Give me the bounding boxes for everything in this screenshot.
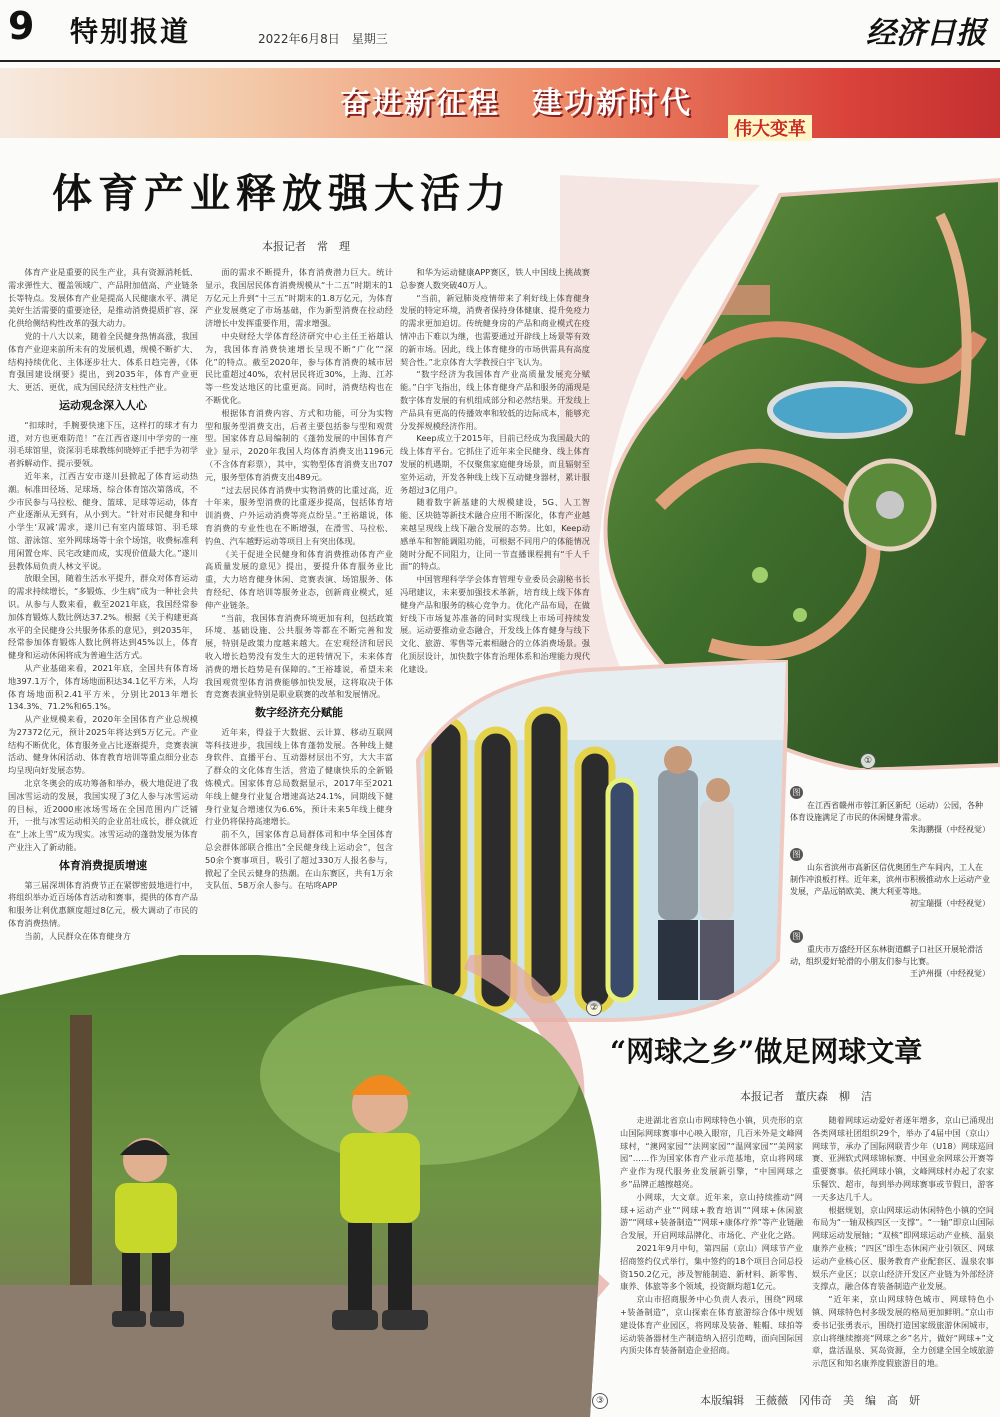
paragraph: 从产业规模来看，2020年全国体育产业总规模为27372亿元，预计2025年将达到5万亿元。产业结构不断优化，体育服务业占比逐渐提升，竞赛表演活动、健身休闲活动、体育教育培训等重点细分业态均呈现向好发展态势。	[8, 714, 198, 776]
editor-credits: 本版编辑 王薇薇 冈伟奇 美 编 高 妍	[700, 1394, 920, 1407]
paragraph: “过去居民体育消费中实物消费的比重过高，近十年来，服务型消费的比重逐步提高，包括体育培训消费、户外运动消费等亮点纷呈。”王裕雄说，体育消费的专业性也在不断增强，在滑雪、马拉松、钓鱼、汽车越野运动等项目上有突出体现。	[205, 484, 393, 546]
paragraph: 北京冬奥会的成功筹备和举办，极大地促进了我国冰雪运动的发展，我国实现了3亿人参与冰雪运动的目标，近2000座冰场雪场在全国范围内广泛铺开，一批与冰雪运动相关的企业茁壮成长，群众就近在“上冰上雪”成为现实。冰雪运动的蓬勃发展为体育产业注入了新动能。	[8, 778, 198, 853]
article2-byline: 本报记者 董庆森 柳 洁	[740, 1090, 872, 1103]
caption-2	[790, 848, 990, 910]
caption-text: 重庆市万盛经开区东林街道麒子口社区开展轮滑活动，组织爱好轮滑的小朋友们参与比赛。	[790, 945, 983, 966]
photo-marker-2: ②	[586, 1000, 602, 1016]
article2-column-2	[812, 1114, 994, 1390]
paragraph: 从产业基础来看，2021年底，全国共有体育场地397.1万个，体育场地面积达34.1亿平方米，人均体育场地面积2.41平方米，分别比2013年增长134.3%、71.2%和65.1%。	[8, 662, 198, 712]
article2-column-1	[620, 1114, 803, 1390]
subheading: 体育消费提质增速	[59, 858, 147, 872]
caption-text: 在江西省赣州市蓉江新区新纪（运动）公园，各种体育设施满足了市民的休闲健身需求。	[790, 801, 983, 822]
issue-date: 2022年6月8日 星期三	[258, 32, 388, 46]
banner-subtitle: 伟大变革	[728, 115, 812, 141]
paragraph: “当前，新冠肺炎疫情带来了利好线上体育健身发展的特定环境，消费者保持身体健康、提升免疫力的需求更加迫切。传统健身房的产品和商业模式在疫情冲击下难以为继，也需要通过开辟线上场景等有效的新市场。因此，线上体育健身的市场供需具有高度契合性。”北京体育大学教授白宇飞认为。	[400, 292, 590, 367]
section-title: 特别报道	[70, 15, 191, 48]
paragraph: 随着数字新基建的大规模建设，5G、人工智能、区块链等新技术融合应用不断深化，体育产业越来越呈现线上线下融合发展的态势。比如，Keep动感单车和智能调阻功能，可根据不同用户的体能情况随时分配不同阻力，让同一节直播课程拥有“千人千面”的特点。	[400, 497, 590, 572]
paragraph: 走进湖北省京山市网球特色小镇，贝壳形的京山国际网球赛事中心映入眼帘，几百米外是文峰网球村，“澳网家园”“法网家园”“温网家园”“美网家园”……作为国家体育产业示范基地，京山将网球产业作为现代服务业发展新引擎，“中国网球之乡”品牌正越擦越亮。	[620, 1115, 803, 1189]
paragraph: 中央财经大学体育经济研究中心主任王裕雄认为，我国体育消费快速增长呈现不断“广化”“深化”的特点。截至2020年，参与体育消费的城市居民比重超过40%，农村居民将近30%，上海、江苏等一些发达地区的比重更高。同时，消费结构也在不断优化。	[205, 330, 393, 405]
paragraph: 近年来，江西吉安市遂川县掀起了体育运动热潮。标准田径场、足球场、综合体育馆次第落成，不少市民参与马拉松、健身、篮球、足球等运动，体育产业逐渐从无到有，从小到大。“针对市民健身和中小学生‘双减’需求，遂川已有室内篮球馆、羽毛球馆、游泳馆、室外网球场等十余个场馆，收费标准利用闲置仓库、民宅改建而成，实现价值最大化。”遂川县教体局负责人林文平说。	[8, 470, 198, 571]
caption-credit: 王泸州摄（中经视觉）	[910, 969, 990, 978]
banner-title: 奋进新征程 建功新时代	[340, 86, 692, 121]
newspaper-logo: 经济日报	[866, 16, 986, 51]
paragraph: 随着网球运动爱好者逐年增多，京山已涌现出各类网球社团组织29个，举办了4届中国（京山）网球节，承办了国际网联青少年（U18）网球巡回赛、亚洲软式网球锦标赛、中国业余网球公开赛等重要赛事。依托网球小镇，文峰网球村办起了农家乐餐饮、超市，每到举办网球赛事或节假日，游客一天多达几千人。	[812, 1115, 994, 1202]
paragraph: 《关于促进全民健身和体育消费推动体育产业高质量发展的意见》提出，要提升体育服务业比重，大力培育健身休闲、竞赛表演、场馆服务、体育经纪、体育培训等服务业态，创新商业模式，延伸产业链条。	[205, 548, 393, 610]
paragraph: 党的十八大以来，随着全民健身热情高涨，我国体育产业迎来前所未有的发展机遇，规模不断扩大、结构持续优化、主体逐步壮大、体系日趋完善，《体育强国建设纲要》提出，到2035年，体育产业更大、更活、更优，成为国民经济支柱性产业。	[8, 330, 198, 393]
header-rule	[0, 60, 1000, 62]
paragraph: 近年来，得益于大数据、云计算、移动互联网等科技进步，我国线上体育蓬勃发展。各种线上健身软件、直播平台、互动器材层出不穷，大大丰富了群众的文化体育生活，营造了健康快乐的全新锻炼模式。国家体育总局数据显示，2017年至2021年线上健身行业复合增速高达24.1%，同期线下健身行业复合增速仅为6.6%，预计未来5年线上健身行业仍将保持高速增长。	[205, 726, 393, 827]
caption-1	[790, 786, 990, 836]
caption-credit: 初宝瑞摄（中经视觉）	[910, 899, 990, 908]
paragraph: “当前，我国体育消费环境更加有利，包括政策环境、基础设施、公共服务等都在不断完善和发展，特别是政策力度越来越大。在宏观经济和居民收入增长趋势没有发生大的逆转情况下，未来体育消费的增长趋势是有保障的。”王裕雄说，希望未来我国观赏型体育消费能够加快发展，这将取决于体育竞赛表演业特别是职业联赛的改革和发展情况。	[205, 612, 393, 700]
caption-credit: 朱海鹏摄（中经视觉）	[910, 825, 990, 834]
article-column-3	[400, 266, 590, 718]
paragraph: 第三届深圳体育消费节正在紧锣密鼓地进行中，将组织举办近百场体育活动和赛事，提供的体育产品和服务让利优惠额度超过8亿元，极大调动了市民的体育消费热情。	[8, 879, 198, 929]
paragraph: 中国管理科学学会体育管理专业委员会副秘书长冯珺建议，未来要加强技术革新，培育线上线下体育健身产品和服务的核心竞争力。优化产品布局，在做好线下市场复苏准备的同时实现线上市场可持续发展。运动要推动业态融合，开发线上体育健身与线下文化、旅游、零售等元素相融合的立体消费场景。强化顶层设计，加快数字体育治理体系和治理能力现代化建设。	[400, 574, 590, 674]
paragraph: 2021年9月中旬，第四届（京山）网球节产业招商签约仪式举行，集中签约的18个项目合同总投资150.2亿元，涉及智能制造、新材料、新零售、康养、体旅等多个领域，投资额均超1亿元。	[620, 1242, 803, 1292]
caption-number: 图①	[790, 786, 803, 799]
paragraph: 小网球，大文章。近年来，京山持续推动“网球+运动产业”“网球+教育培训”“网球+休闲旅游”“网球+装备制造”“网球+康体疗养”等产业链融合发展，开启网球品牌化、市场化、产业化之路。	[620, 1191, 803, 1241]
paragraph: 和华为运动健康APP赛区，铁人中国线上挑战赛总参赛人数突破40万人。	[400, 267, 590, 290]
paragraph: 根据体育消费内容、方式和功能，可分为实物型和服务型消费支出，后者主要包括参与型和观赏型。国家体育总局编制的《蓬勃发展的中国体育产业》显示，2020年我国人均体育消费支出1196元（不含体育彩票），其中，实物型体育消费支出707元，服务型体育消费支出489元。	[205, 407, 393, 482]
paragraph: 根据规划，京山网球运动休闲特色小镇的空间布局为“一轴双核四区一支撑”。“一轴”即京山国际网球运动发展轴；“双核”即网球运动产业核、温泉康养产业核；“四区”即生态休闲产业引领区、网球运动产业核心区、服务教育产业配套区、温泉农事娱乐产业区；以京山经济开发区产业链为外部经济支撑点，融合体育装备制造产业发展。	[812, 1204, 994, 1292]
paragraph: 京山市招商服务中心负责人表示，围绕“网球+装备制造”，京山探索在体育旅游综合体中规划建设体育产业园区，将网球及装备、鞋帽、球拍等运动装备器材生产制造纳入招引范畴，面向国际国内顶尖体育装备制造企业招商。	[620, 1294, 803, 1356]
article-byline: 本报记者 常 理	[262, 240, 350, 253]
page-number: 9	[8, 4, 35, 48]
paragraph: 体育产业是重要的民生产业，具有资源消耗低、需求弹性大、覆盖领域广、产品附加值高、产业链条长等特点。发展体育产业是提高人民健康水平、满足美好生活需要的重要途径，是推动消费提质扩容、深化供给侧结构性改革的强大动力。	[8, 267, 198, 329]
caption-3	[790, 930, 990, 980]
caption-number: 图②	[790, 848, 803, 861]
paragraph: “近年来，京山网球特色城市、网球特色小镇、网球特色村多级发展的格局更加鲜明。”京山市委书记张勇表示，围绕打造国家级旅游休闲城市，京山将继续擦亮“网球之乡”名片，做好“网球+”文章，盘活温泉、冥岛资源，全力创建全国全域旅游示范区和知名康养度假旅游目的地。	[812, 1294, 994, 1369]
article-column-1	[8, 266, 198, 976]
subheading: 数字经济充分赋能	[255, 706, 343, 720]
caption-text: 山东省滨州市高新区信优奥团生产车间内，工人在制作冲浪板打样。近年来，滨州市积极推动水上运动产业发展，产品远销欧美、澳大利亚等地。	[790, 863, 990, 896]
paragraph: 放眼全国，随着生活水平提升，群众对体育运动的需求持续增长，“多锻炼、少生病”成为一种社会共识。从参与人数来看，截至2021年底，我国经常参加体育锻炼人数比例达37.2%。根据《关于构建更高水平的全民健身公共服务体系的意见》，到2035年，经常参加体育锻炼人数比例将达到45%以上，体育健身和运动休闲将成为普遍生活方式。	[8, 573, 198, 661]
photo-marker-1: ①	[860, 753, 876, 769]
photo-marker-3: ③	[592, 1393, 608, 1409]
article2-title: “网球之乡”做足网球文章	[610, 1035, 923, 1068]
caption-number: 图③	[790, 930, 803, 943]
paragraph: Keep成立于2015年，目前已经成为我国最大的线上体育平台。它抓住了近年来全民健身、线上体育发展的机遇期，不仅聚焦家庭健身场景，而且辐射至室外运动，开发各种线上线下互动健身器材，累计服务超过3亿用户。	[400, 433, 590, 495]
paragraph: 当前，人民群众在体育健身方	[24, 930, 131, 941]
paragraph: “数字经济为我国体育产业高质量发展充分赋能。”白宇飞指出，线上体育健身产品和服务的涌现是数字体育发展的有机组成部分和必然结果。开发线上产品具有更高的传播效率和较低的边际成本，能够充分发挥规模经济作用。	[400, 369, 590, 431]
article-title: 体育产业释放强大活力	[52, 170, 512, 217]
paragraph: 面的需求不断提升，体育消费潜力巨大。统计显示，我国居民体育消费规模从“十二五”时期末的1万亿元上升到“十三五”时期末的1.8万亿元，为体育产业发展奠定了市场基础，作为新型消费在拉动经济增长中发挥重要作用，需求增强。	[205, 267, 393, 329]
paragraph: 前不久，国家体育总局群体司和中华全国体育总会群体部联合推出“全民健身线上运动会”，包含50余个赛事项目，吸引了超过330万人报名参与，掀起了全民云健身的热潮。在山东赛区，共有1万余支队伍、58万余人参与。在咕咚APP	[205, 829, 393, 891]
article-column-2	[205, 266, 393, 894]
subheading: 运动观念深入人心	[59, 398, 147, 412]
skating-photo	[0, 955, 610, 1417]
paragraph: “扣球时，手腕要快速下压，这样打的球才有力道，对方也更难防范！”在江西省遂川中学旁的一座羽毛球馆里，资深羽毛球教练何晓婷正手把手为初学者拆解动作、提示要领。	[8, 419, 198, 469]
